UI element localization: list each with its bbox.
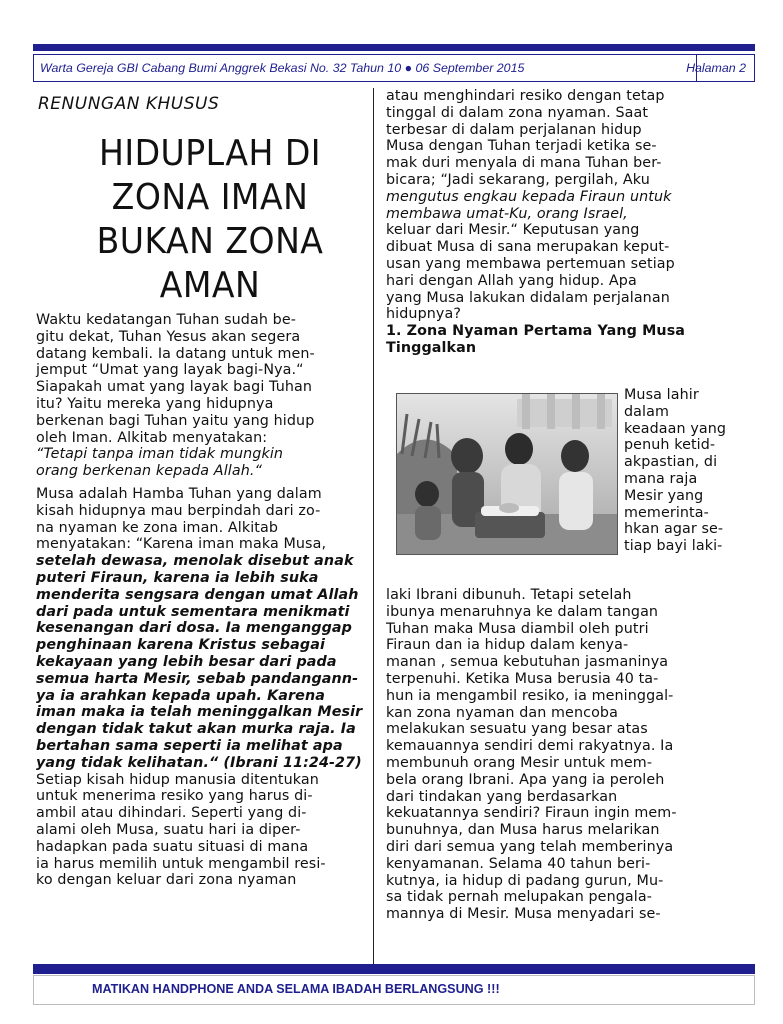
title-line: AMAN <box>159 265 261 306</box>
footer-rule <box>33 964 755 974</box>
text-line: hkan agar se- <box>624 521 724 538</box>
text-line: orang berkenan kepada Allah.“ <box>36 463 263 480</box>
text-line: dalam <box>624 403 669 420</box>
text-line: kekayaan yang lebih besar dari pada <box>36 653 337 670</box>
text-line: dari pada untuk sementara menikmati <box>36 603 350 620</box>
text-line: alami oleh Musa, suatu hari ia diper- <box>36 821 301 838</box>
text-line: bunuhnya, dan Musa harus melarikan <box>386 822 660 839</box>
text-line: kesenangan dari dosa. Ia menganggap <box>36 620 352 637</box>
text-line: akpastian, di <box>624 454 718 471</box>
text-line: jemput “Umat yang layak bagi-Nya.“ <box>36 362 304 379</box>
text-line: menderita sengsara dengan umat Allah <box>36 586 359 603</box>
text-line: mana raja <box>624 470 698 487</box>
moses-basket-illustration <box>396 393 618 555</box>
text-line: terpenuhi. Ketika Musa berusia 40 ta- <box>386 670 659 687</box>
text-line: dibuat Musa di sana merupakan keput- <box>386 239 670 256</box>
text-line: semua harta Mesir, sebab pandangann- <box>36 670 359 687</box>
text-line: menyatakan: “Karena iman maka Musa, <box>36 536 327 553</box>
page-number: Halaman 2 <box>686 61 746 75</box>
text-line: Musa dengan Tuhan terjadi ketika se- <box>386 138 657 155</box>
text-line: hari dengan Allah yang hidup. Apa <box>386 272 637 289</box>
left-column-text <box>36 312 368 889</box>
text-line: diri dari semua yang telah memberinya <box>386 838 674 855</box>
text-line: tinggal di dalam zona nyaman. Saat <box>386 104 649 121</box>
text-line: kekuatannya sendiri? Firaun ingin mem- <box>386 805 677 822</box>
text-line: puteri Firaun, karena ia lebih suka <box>36 569 319 586</box>
right-column-text-bottom <box>386 587 746 923</box>
text-line: keluar dari Mesir.“ Keputusan yang <box>386 222 640 239</box>
text-line: bela orang Ibrani. Apa yang ia peroleh <box>386 771 665 788</box>
text-line: mannya di Mesir. Musa menyadari se- <box>386 906 661 923</box>
text-line: bicara; “Jadi sekarang, pergilah, Aku <box>386 171 650 188</box>
text-line: hadapkan pada suatu situasi di mana <box>36 838 309 855</box>
header-rule <box>33 44 755 51</box>
text-line: melakukan sesuatu yang besar atas <box>386 721 648 738</box>
text-line: penuh ketid- <box>624 437 716 454</box>
footer-notice: MATIKAN HANDPHONE ANDA SELAMA IBADAH BERLANGSUNG !!! <box>92 982 500 996</box>
text-line: kutnya, ia hidup di padang gurun, Mu- <box>386 872 664 889</box>
text-line: mengutus engkau kepada Firaun untuk <box>386 188 672 205</box>
text-line: Musa lahir <box>624 387 699 403</box>
text-line: na nyaman ke zona iman. Alkitab <box>36 519 279 536</box>
column-divider <box>373 88 374 968</box>
right-column-text-top <box>386 88 746 357</box>
text-line: tiap bayi laki- <box>624 538 723 555</box>
text-line: Waktu kedatangan Tuhan sudah be- <box>36 312 296 328</box>
text-line: untuk menerima resiko yang harus di- <box>36 788 313 805</box>
article-title <box>63 132 357 308</box>
text-line: oleh Iman. Alkitab menyatakan: <box>36 429 268 446</box>
text-line: atau menghindari resiko dengan tetap <box>386 88 665 104</box>
text-line: laki Ibrani dibunuh. Tetapi setelah <box>386 587 632 603</box>
text-line: bertahan sama seperti ia melihat apa <box>36 737 343 754</box>
section-label: RENUNGAN KHUSUS <box>38 94 220 114</box>
text-line: membawa umat-Ku, orang Israel, <box>386 205 628 222</box>
text-line: ya ia arahkan kepada upah. Karena <box>36 687 325 704</box>
text-line: datang kembali. Ia datang untuk men- <box>36 345 315 362</box>
text-line: Musa adalah Hamba Tuhan yang dalam <box>36 485 322 502</box>
illustration-drawing <box>397 394 617 554</box>
text-line: membunuh orang Mesir untuk mem- <box>386 754 653 771</box>
text-line: memerinta- <box>624 504 709 521</box>
text-line: hun ia mengambil resiko, ia meninggal- <box>386 687 674 704</box>
text-line: setelah dewasa, menolak disebut anak <box>36 553 354 570</box>
right-column-text-wrap <box>624 387 749 555</box>
text-line: ko dengan keluar dari zona nyaman <box>36 872 297 889</box>
header-publication-info: Warta Gereja GBI Cabang Bumi Anggrek Bekasi No. 32 Tahun 10 ● 06 September 2015 <box>40 61 525 75</box>
text-line: Tuhan maka Musa diambil oleh putri <box>386 620 649 637</box>
text-line: iman maka ia telah meninggalkan Mesir <box>36 704 363 721</box>
text-line: mak duri menyala di mana Tuhan ber- <box>386 155 662 172</box>
text-line: ambil atau dihindari. Seperti yang di- <box>36 805 307 822</box>
text-line: hidupnya? <box>386 306 462 323</box>
text-line: keadaan yang <box>624 420 727 437</box>
text-line: penghinaan karena Kristus sebagai <box>36 637 325 654</box>
text-line: dari tindakan yang berdasarkan <box>386 788 618 805</box>
text-line: manan , semua kebutuhan jasmaninya <box>386 654 669 671</box>
text-line: Setiap kisah hidup manusia ditentukan <box>36 771 319 788</box>
text-line: 1. Zona Nyaman Pertama Yang Musa <box>386 323 686 340</box>
text-line: Tinggalkan <box>386 339 477 356</box>
text-line: usan yang membawa pertemuan setiap <box>386 255 675 272</box>
text-line: yang Musa lakukan didalam perjalanan <box>386 289 670 306</box>
text-line: ibunya menaruhnya ke dalam tangan <box>386 603 659 620</box>
text-line: terbesar di dalam perjalanan hidup <box>386 121 642 138</box>
text-line: sa tidak pernah melupakan pengala- <box>386 889 652 906</box>
text-line: kenyamanan. Selama 40 tahun beri- <box>386 855 651 872</box>
text-line: Firaun dan ia hidup dalam kenya- <box>386 637 629 654</box>
text-line: yang tidak kelihatan.“ (Ibrani 11:24-27) <box>36 754 362 771</box>
text-line: kisah hidupnya mau berpindah dari zo- <box>36 502 321 519</box>
page-header <box>33 54 755 82</box>
text-line: berkenan bagi Tuhan yaitu yang hidup <box>36 412 315 429</box>
text-line: dengan tidak takut akan murka raja. Ia <box>36 721 356 738</box>
title-line: ZONA IMAN <box>111 177 309 218</box>
text-line: kan zona nyaman dan mencoba <box>386 704 618 721</box>
text-line: “Tetapi tanpa iman tidak mungkin <box>36 446 284 463</box>
text-line: gitu dekat, Tuhan Yesus akan segera <box>36 328 301 345</box>
title-line: HIDUPLAH DI <box>98 133 322 174</box>
text-line: ia harus memilih untuk mengambil resi- <box>36 855 326 872</box>
text-line: kemauannya sendiri demi rakyatnya. Ia <box>386 738 674 755</box>
text-line: Siapakah umat yang layak bagi Tuhan <box>36 379 313 396</box>
text-line: Mesir yang <box>624 487 704 504</box>
text-line: itu? Yaitu mereka yang hidupnya <box>36 395 274 412</box>
title-line: BUKAN ZONA <box>96 221 324 262</box>
